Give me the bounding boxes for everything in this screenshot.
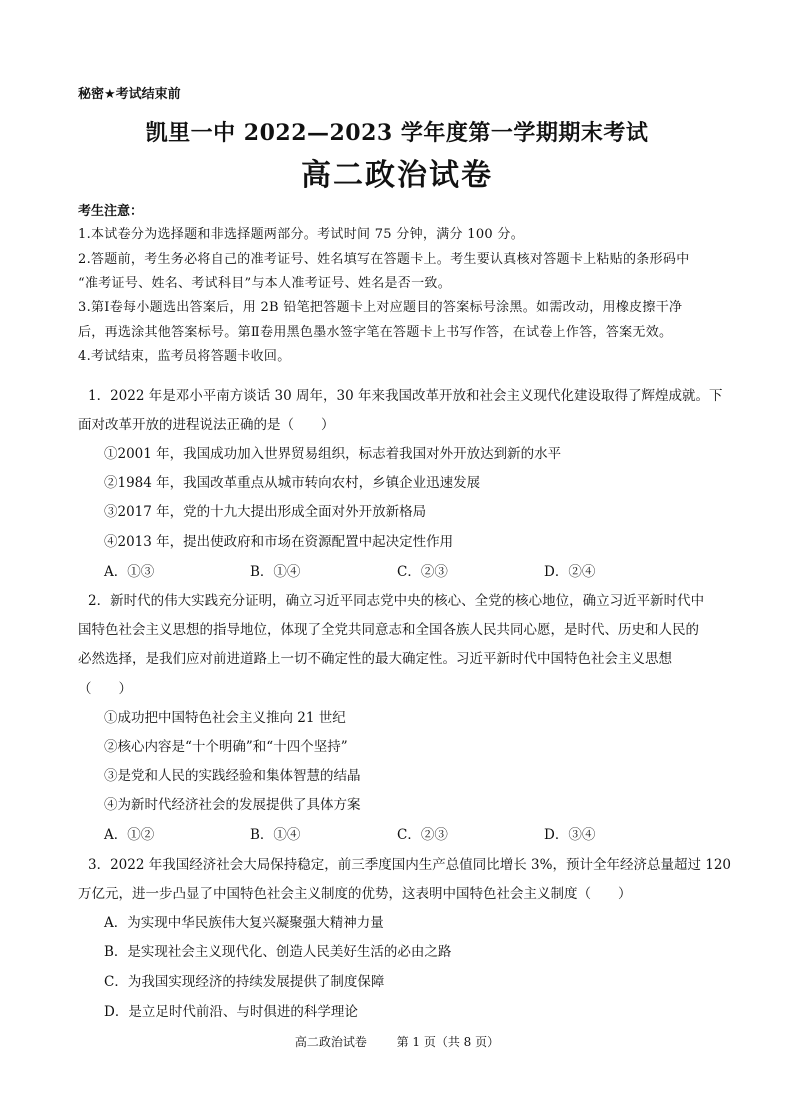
question-2-item: ②核心内容是“十个明确”和“十四个坚持” <box>104 739 348 755</box>
question-2-stem: 2．新时代的伟大实践充分证明，确立习近平同志党中央的核心、全党的核心地位，确立习近平新时代中 <box>88 593 705 609</box>
notice-line: 3.第Ⅰ卷每小题选出答案后，用 2B 铅笔把答题卡上对应题目的答案标号涂黑。如需改动，用橡皮擦干净 <box>78 300 683 315</box>
question-1-item: ④2013 年，提出使政府和市场在资源配置中起决定性作用 <box>104 534 454 550</box>
question-1-option-d: D．②④ <box>544 564 596 580</box>
question-3-option-d: D．是立足时代前沿、与时俱进的科学理论 <box>104 1004 358 1020</box>
notice-line: 后，再选涂其他答案标号。第Ⅱ卷用黑色墨水签字笔在答题卡上书写作答，在试卷上作答，答案无效。 <box>78 325 673 340</box>
question-2-option-b: B．①④ <box>250 827 301 843</box>
question-3-option-c: C．为我国实现经济的持续发展提供了制度保障 <box>104 974 385 990</box>
exam-school-title: 凯里一中 2022—2023 学年度第一学期期末考试 <box>145 120 649 146</box>
exam-subject-title: 高二政治试卷 <box>301 158 493 193</box>
question-3-option-b: B．是实现社会主义现代化、创造人民美好生活的必由之路 <box>104 944 452 960</box>
question-2-option-a: A．①② <box>104 827 155 843</box>
notice-line: 2.答题前，考生务必将自己的准考证号、姓名填写在答题卡上。考生要认真核对答题卡上粘贴的条形码中 <box>78 252 690 267</box>
footer-page-number: 第 1 页（共 8 页） <box>396 1035 500 1049</box>
question-1-option-b: B．①④ <box>250 564 301 580</box>
question-1-stem: 1．2022 年是邓小平南方谈话 30 周年，30 年来我国改革开放和社会主义现代化建设取得了辉煌成就。下 <box>88 388 723 404</box>
question-3-stem: 万亿元，进一步凸显了中国特色社会主义制度的优势，这表明中国特色社会主义制度（ ） <box>78 886 632 902</box>
notice-line: “准考证号、姓名、考试科目”与本人准考证号、姓名是否一致。 <box>78 276 451 291</box>
notice-line: 1.本试卷分为选择题和非选择题两部分。考试时间 75 分钟，满分 100 分。 <box>78 227 524 242</box>
question-3-option-a: A．为实现中华民族伟大复兴凝聚强大精神力量 <box>104 915 384 931</box>
page-footer <box>0 1033 794 1050</box>
question-2-stem: 国特色社会主义思想的指导地位，体现了全党共同意志和全国各族人民共同心愿，是时代、历史和人民的 <box>78 622 699 638</box>
secret-mark: 秘密★考试结束前 <box>78 87 181 102</box>
question-1-option-c: C．②③ <box>397 564 448 580</box>
question-2-item: ④为新时代经济社会的发展提供了具体方案 <box>104 797 361 813</box>
question-1-item: ①2001 年，我国成功加入世界贸易组织，标志着我国对外开放达到新的水平 <box>104 446 562 462</box>
question-1-stem: 面对改革开放的进程说法正确的是（ ） <box>78 417 335 433</box>
question-2-option-d: D．③④ <box>544 827 596 843</box>
notice-line: 4.考试结束，监考员将答题卡收回。 <box>78 349 291 364</box>
question-2-item: ③是党和人民的实践经验和集体智慧的结晶 <box>104 768 361 784</box>
question-1-item: ②1984 年，我国改革重点从城市转向农村，乡镇企业迅速发展 <box>104 475 481 491</box>
question-2-stem: 必然选择，是我们应对前进道路上一切不确定性的最大确定性。习近平新时代中国特色社会主义思想 <box>78 651 672 667</box>
question-2-stem: （ ） <box>78 681 132 697</box>
footer-subject: 高二政治试卷 <box>294 1035 367 1049</box>
question-3-stem: 3．2022 年我国经济社会大局保持稳定，前三季度国内生产总值同比增长 3%，预计全年经济总量超过 120 <box>88 857 732 873</box>
notice-heading: 考生注意： <box>78 204 144 219</box>
question-2-item: ①成功把中国特色社会主义推向 21 世纪 <box>104 710 346 726</box>
question-2-option-c: C．②③ <box>397 827 448 843</box>
question-1-option-a: A．①③ <box>104 564 155 580</box>
question-1-item: ③2017 年，党的十九大提出形成全面对外开放新格局 <box>104 504 427 520</box>
